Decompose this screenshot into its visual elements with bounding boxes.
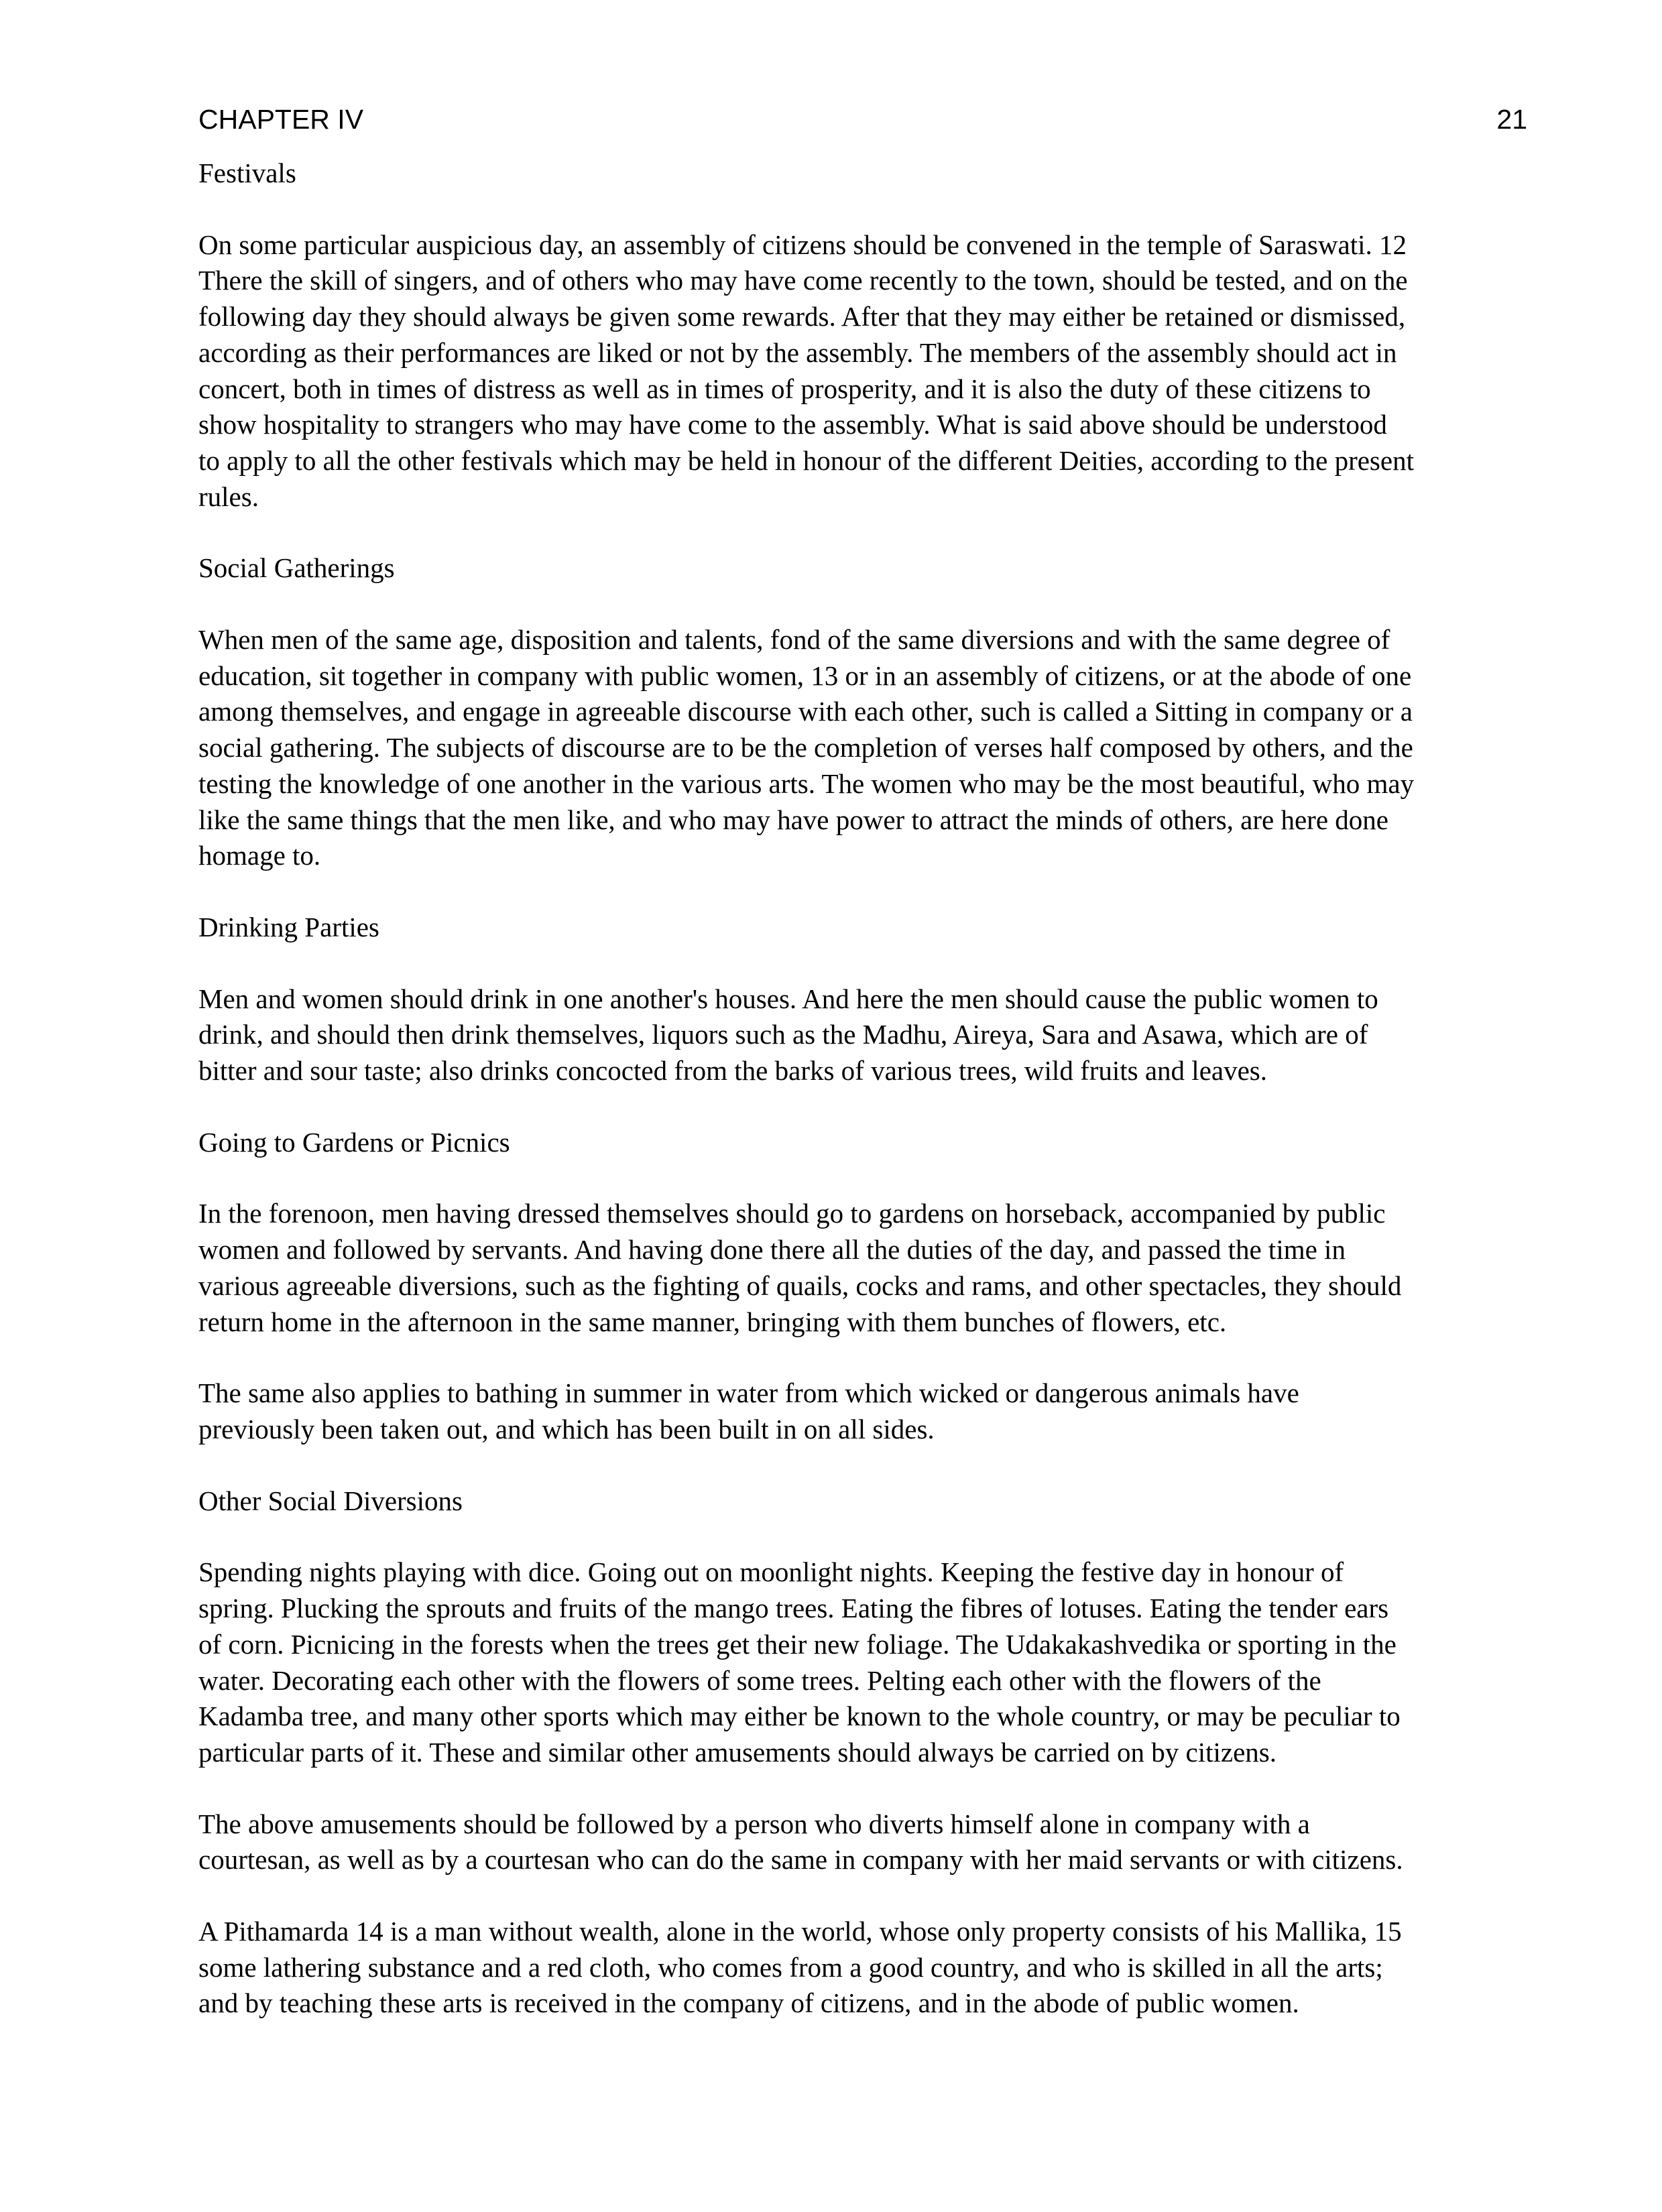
document-page	[198, 101, 1533, 2057]
paragraph-other-diversions-1: Spending nights playing with dice. Going out on moonlight nights. Keeping the festive day in honour of spring. Plucking the sprouts and fruits of the mango trees. Eating the fibres of lotuses. Eating the tender ears of corn. Picnicing in the forests when the trees get their new foliage. The Udakakashvedika or sporting in the water. Decorating each other with the flowers of some trees. Pelting each other with the flowers of the Kadamba tree, and many other sports which may either be known to the whole country, or may be peculiar to particular parts of it. These and similar other amusements should always be carried on by citizens.	[198, 1556, 1401, 1768]
document-body	[198, 156, 1533, 2022]
paragraph-gardens-1: In the forenoon, men having dressed themselves should go to gardens on horseback, accompanied by public women and followed by servants. And having done there all the duties of the day, and passed the time in various agreeable diversions, such as the fighting of quails, cocks and rams, and other spectacles, they should return home in the afternoon in the same manner, bringing with them bunches of flowers, etc.	[198, 1198, 1402, 1337]
paragraph-gardens-2: The same also applies to bathing in summer in water from which wicked or dangerous animals have previously been taken out, and which has been built in on all sides.	[198, 1377, 1299, 1445]
page-number: 21	[1496, 104, 1527, 135]
paragraph-drinking-parties: Men and women should drink in one another's houses. And here the men should cause the public women to drink, and should then drink themselves, liquors such as the Madhu, Aireya, Sara and Asawa, which are of bitter and sour taste; also drinks concocted from the barks of various trees, wild fruits and leaves.	[198, 983, 1378, 1087]
section-heading-other-diversions: Other Social Diversions	[198, 1485, 463, 1516]
section-heading-gardens: Going to Gardens or Picnics	[198, 1126, 510, 1158]
paragraph-pithamarda: A Pithamarda 14 is a man without wealth, alone in the world, whose only property consists of his Mallika, 15 some lathering substance and a red cloth, who comes from a good country, and who is skilled in all the arts; and by teaching these arts is received in the company of citizens, and in the abode of public women.	[198, 1916, 1402, 2019]
section-heading-festivals: Festivals	[198, 158, 296, 188]
paragraph-social-gatherings: When men of the same age, disposition and talents, fond of the same diversions and with the same degree of education, sit together in company with public women, 13 or in an assembly of citizens, or at the abode of one among themselves, and engage in agreeable discourse with each other, such is called a Sitting in company or a social gathering. The subjects of discourse are to be the completion of verses half composed by others, and the testing the knowledge of one another in the various arts. The women who may be the most beautiful, who may like the same things that the men like, and who may have power to attract the minds of others, are here done homage to.	[198, 624, 1415, 871]
paragraph-festivals: On some particular auspicious day, an assembly of citizens should be convened in the temple of Saraswati. 12 There the skill of singers, and of others who may have come recently to the town, should be tested, and on the following day they should always be given some rewards. After that they may either be retained or dismissed, according as their performances are liked or not by the assembly. The members of the assembly should act in concert, both in times of distress as well as in times of prosperity, and it is also the duty of these citizens to show hospitality to strangers who may have come to the assembly. What is said above should be understood to apply to all the other festivals which may be held in honour of the different Deities, according to the present rules.	[198, 229, 1414, 512]
section-heading-social-gatherings: Social Gatherings	[198, 552, 395, 584]
section-heading-drinking-parties: Drinking Parties	[198, 911, 379, 942]
running-header	[198, 101, 1527, 138]
paragraph-other-diversions-2: The above amusements should be followed by a person who diverts himself alone in company with a courtesan, as well as by a courtesan who can do the same in company with her maid servants or with citizens.	[198, 1808, 1403, 1876]
chapter-title: CHAPTER IV	[198, 104, 364, 135]
